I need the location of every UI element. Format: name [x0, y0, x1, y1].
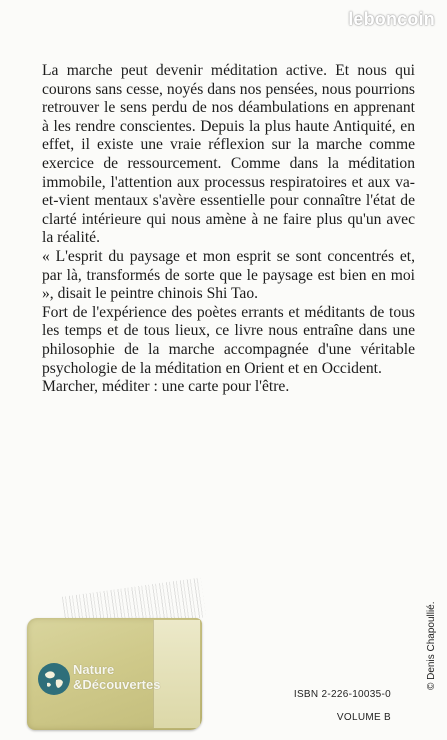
blurb-paragraph-4: Marcher, méditer : une carte pour l'être.	[42, 378, 290, 396]
globe-icon	[37, 662, 71, 696]
blurb-paragraph-3: Fort de l'expérience des poètes errants et méditants de tous les temps et de tous lieux, ce livre nous entraîne dans une philosophie de la marche accompagnée d'une véritable psychologie de la méditation en Orient et en Occident.	[42, 303, 415, 377]
blurb-paragraph-1: La marche peut devenir méditation active. Et nous qui courons sans cesse, noyés dans nos pensées, nous pourrions retrouver le sens perdu de nos déambulations en apprenant à les rendre conscientes. Depuis la plus haute Antiquité, en effet, il existe une vraie réflexion sur la marche comme exercice de ressourcement. Comme dans la méditation immobile, l'attention aux processus respiratoires et aux va-et-vient mentaux s'avère essentielle pour connaître l'état de clarté intérieure qui nous amène à ne faire plus qu'un avec la réalité.	[42, 62, 415, 247]
isbn-number: ISBN 2-226-10035-0	[293, 689, 391, 700]
leboncoin-watermark: leboncoin	[348, 9, 435, 29]
back-cover-blurb	[42, 62, 415, 397]
blurb-paragraph-2: « L'esprit du paysage et mon esprit se sont concentrés et, par là, transformés de sorte que le paysage est bien en moi », disait le peintre chinois Shi Tao.	[42, 247, 415, 303]
price-sticker	[27, 618, 202, 730]
volume-label: VOLUME B	[336, 712, 391, 723]
sticker-line-2: &Découvertes	[73, 677, 161, 692]
nature-decouvertes-logo-text	[73, 662, 160, 692]
sticker-line-1: Nature	[73, 662, 115, 677]
photo-credit: © Denis Chapoullié.	[426, 601, 437, 690]
